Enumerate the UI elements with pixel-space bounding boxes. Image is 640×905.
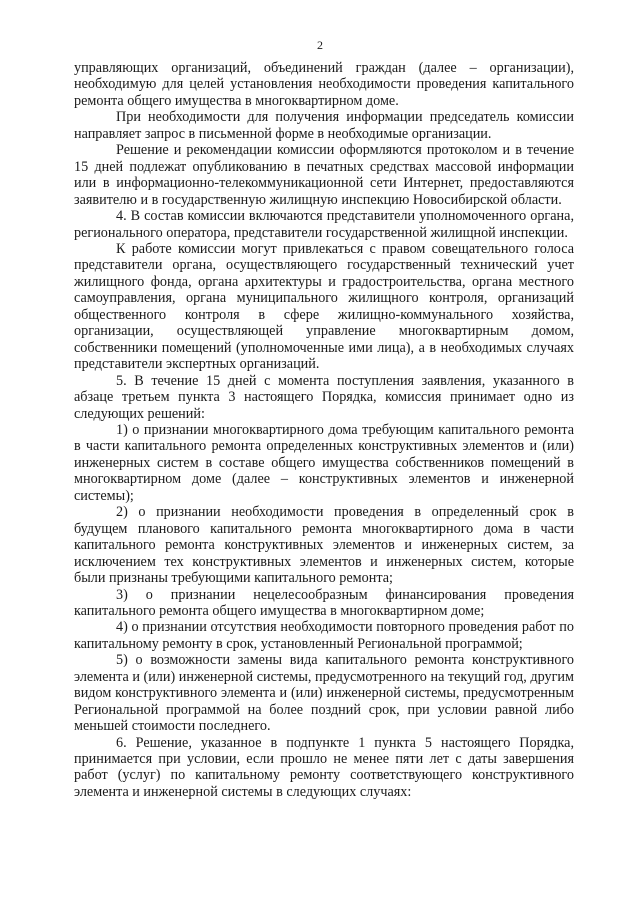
paragraph: 2) о признании необходимости проведения в определенный срок в будущем планового капитального ремонта многоквартирного дома в части капитального ремонта конструктивных элементов и инженерных систем, за исключением тех конструктивных элементов и инженерных систем, которые были признаны требующими капитального ремонта; (74, 504, 574, 587)
paragraph: 5. В течение 15 дней с момента поступления заявления, указанного в абзаце третьем пункта 3 настоящего Порядка, комиссия принимает одно из следующих решений: (74, 372, 574, 422)
paragraph: 4. В состав комиссии включаются представители уполномоченного органа, регионального оператора, представители государственной жилищной инспекции. (74, 208, 574, 241)
page-number: 2 (317, 38, 323, 52)
paragraph: управляющих организаций, объединений граждан (далее – организации), необходимую для целей установления необходимости проведения капитального ремонта общего имущества в многоквартирном доме. (74, 60, 574, 109)
paragraph: 3) о признании нецелесообразным финансирования проведения капитального ремонта общего имущества в многоквартирном доме; (74, 586, 574, 619)
document-body (74, 60, 574, 800)
paragraph: К работе комиссии могут привлекаться с правом совещательного голоса представители органа, осуществляющего государственный технический учет жилищного фонда, органа архитектуры и градостроительства, органа местного самоуправления, органа муниципального жилищного контроля, организаций общественного контроля в сфере жилищно-коммунального хозяйства, организации, осуществляющей управление многоквартирным домом, собственники помещений (уполномоченные ими лица), а в необходимых случаях представители экспертных организаций. (74, 240, 574, 373)
paragraph: Решение и рекомендации комиссии оформляются протоколом и в течение 15 дней подлежат опубликованию в печатных средствах массовой информации или в информационно-телекоммуникационной сети Интернет, предоставляются заявителю и в государственную жилищную инспекцию Новосибирской области. (74, 142, 574, 208)
paragraph: 4) о признании отсутствия необходимости повторного проведения работ по капитальному ремонту в срок, установленный Региональной программой; (74, 619, 574, 652)
paragraph: 5) о возможности замены вида капитального ремонта конструктивного элемента и (или) инженерной системы, предусмотренного на текущий год, другим видом конструктивного элемента и (или) инженерной системы, предусмотренным Региональной программой на более поздний срок, при условии равной либо меньшей стоимости последнего. (74, 652, 574, 735)
paragraph: 6. Решение, указанное в подпункте 1 пункта 5 настоящего Порядка, принимается при условии, если прошло не менее пяти лет с даты завершения работ (услуг) по капитальному ремонту соответствующего конструктивного элемента и инженерной системы в следующих случаях: (74, 734, 574, 800)
paragraph: При необходимости для получения информации председатель комиссии направляет запрос в письменной форме в необходимые организации. (74, 109, 574, 142)
paragraph: 1) о признании многоквартирного дома требующим капитального ремонта в части капитального ремонта определенных конструктивных элементов и (или) инженерных систем в составе общего имущества собственников помещений в многоквартирном доме (далее – конструктивных элементов и инженерной системы); (74, 421, 574, 504)
